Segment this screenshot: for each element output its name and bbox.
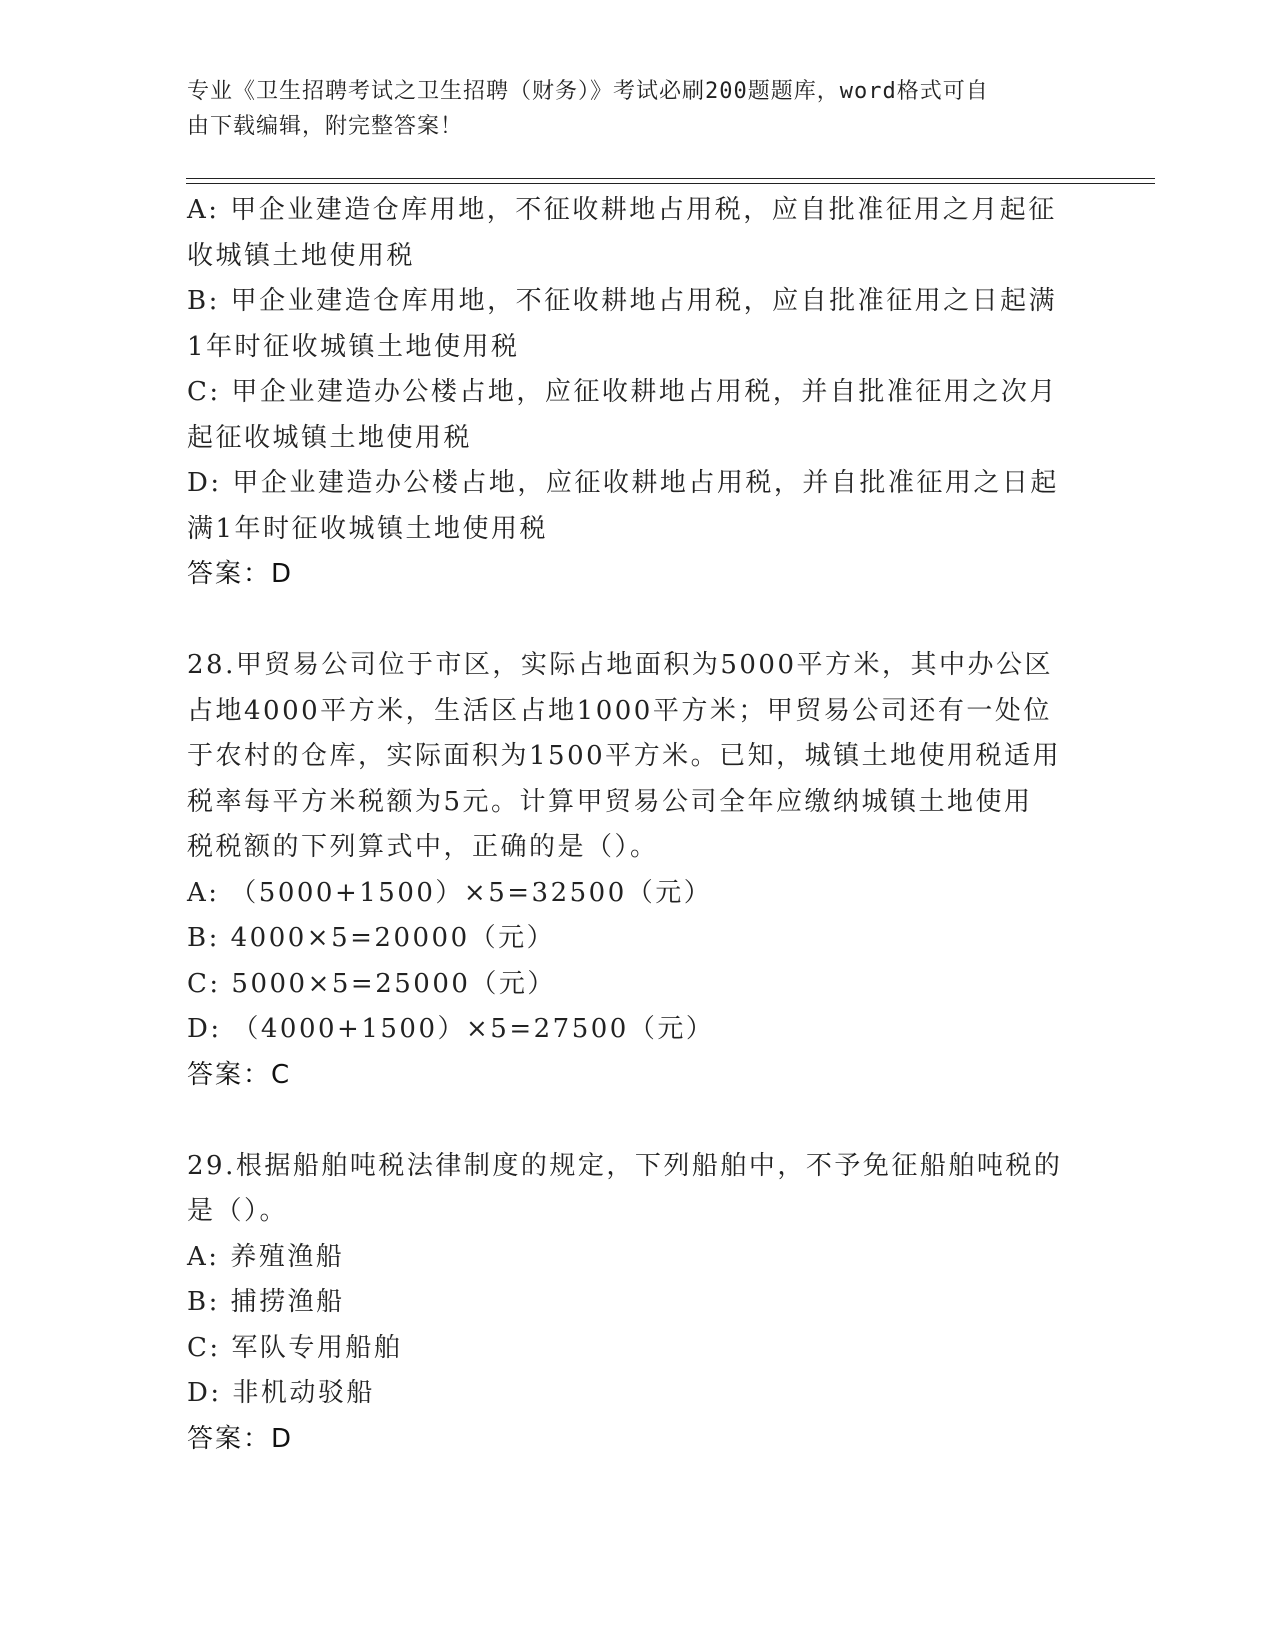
- header-line-1: 专业《卫生招聘考试之卫生招聘（财务）》考试必刷200题题库，word格式可自: [187, 79, 989, 104]
- document-body: [187, 188, 1087, 1462]
- q27-option-b-line-1: B: 甲企业建造仓库用地，不征收耕地占用税，应自批准征用之日起满: [187, 286, 1058, 316]
- q27-option-a-line-1: A: 甲企业建造仓库用地，不征收耕地占用税，应自批准征用之月起征: [187, 195, 1057, 225]
- q29-text-line-2: 是（）。: [187, 1196, 289, 1226]
- q28-text-line-1: 28.甲贸易公司位于市区，实际占地面积为5000平方米，其中办公区: [187, 650, 1054, 680]
- document-header: [187, 74, 1067, 144]
- spacer: [187, 598, 1087, 644]
- question-29: [187, 1144, 1087, 1463]
- q28-option-c: C: 5000×5=25000（元）: [187, 968, 556, 999]
- q29-option-d: D: 非机动驳船: [187, 1378, 375, 1408]
- q29-option-c: C: 军队专用船舶: [187, 1332, 403, 1363]
- header-rule-bottom: [186, 183, 1155, 184]
- q27-option-d-line-1: D: 甲企业建造办公楼占地，应征收耕地占用税，并自批准征用之日起: [187, 468, 1059, 498]
- q28-option-a: A: （5000+1500）×5=32500（元）: [187, 877, 713, 908]
- q27-option-b-line-2: 1年时征收城镇土地使用税: [187, 331, 520, 362]
- q28-text-line-3: 于农村的仓库，实际面积为1500平方米。已知，城镇土地使用税适用: [187, 741, 1062, 771]
- q27-answer: 答案：D: [187, 559, 294, 589]
- q28-option-b: B: 4000×5=20000（元）: [187, 923, 556, 953]
- q27-option-c-line-1: C: 甲企业建造办公楼占地，应征收耕地占用税，并自批准征用之次月: [187, 377, 1058, 407]
- q28-text-line-4: 税率每平方米税额为5元。计算甲贸易公司全年应缴纳城镇土地使用: [187, 786, 1033, 817]
- spacer: [187, 1098, 1087, 1144]
- q27-option-c-line-2: 起征收城镇土地使用税: [187, 422, 473, 453]
- header-line-2: 由下载编辑，附完整答案！: [187, 114, 464, 139]
- q29-answer: 答案：D: [187, 1423, 294, 1454]
- q28-option-d: D: （4000+1500）×5=27500（元）: [187, 1014, 715, 1044]
- q29-text-line-1: 29.根据船舶吨税法律制度的规定，下列船舶中，不予免征船舶吨税的: [187, 1150, 1063, 1181]
- q27-option-d-line-2: 满1年时征收城镇土地使用税: [187, 513, 549, 544]
- q28-text-line-5: 税税额的下列算式中，正确的是（）。: [187, 832, 659, 862]
- q29-option-b: B: 捕捞渔船: [187, 1287, 345, 1317]
- q28-text-line-2: 占地4000平方米，生活区占地1000平方米；甲贸易公司还有一处位: [187, 695, 1052, 726]
- header-rule-top: [186, 178, 1155, 179]
- q28-answer: 答案：C: [187, 1059, 292, 1090]
- question-28: [187, 643, 1087, 1098]
- q27-option-a-line-2: 收城镇土地使用税: [187, 240, 416, 271]
- q29-option-a: A: 养殖渔船: [187, 1241, 345, 1272]
- question-27-options: [187, 188, 1087, 598]
